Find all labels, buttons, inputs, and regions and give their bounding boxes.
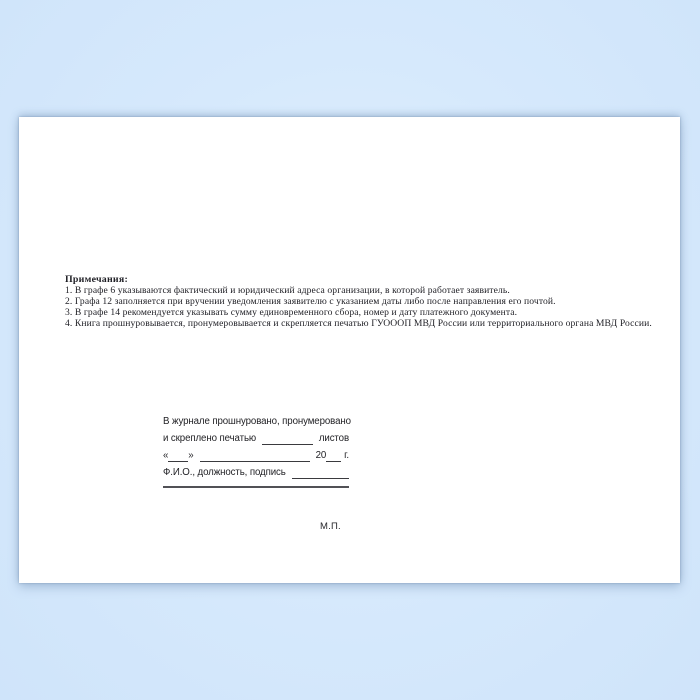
cert-signature-label: Ф.И.О., должность, подпись <box>163 467 286 478</box>
cert-line-sealed <box>163 428 349 445</box>
note-line-4: 4. Книга прошнуровывается, пронумеровывается и скрепляется печатью ГУОООП МВД России или территориального органа МВД России. <box>65 318 652 329</box>
blank-sheet-count-field <box>262 433 313 445</box>
year-suffix: г. <box>344 450 349 461</box>
signature-rule-line <box>163 479 349 488</box>
quote-close-mark: » <box>188 450 194 461</box>
blank-day-field <box>168 450 188 462</box>
blank-signature-field <box>292 467 349 479</box>
cert-line-signature <box>163 462 349 479</box>
blank-month-field <box>200 450 310 462</box>
note-line-1: 1. В графе 6 указываются фактический и юридический адреса организации, в которой работает заявитель. <box>65 285 510 296</box>
quote-open-mark: « <box>163 450 169 461</box>
note-line-2: 2. Графа 12 заполняется при вручении уведомления заявителю с указанием даты либо после направления его почтой. <box>65 296 556 307</box>
document-page <box>19 117 680 583</box>
note-line-3: 3. В графе 14 рекомендуется указывать сумму единовременного сбора, номер и дату платежного документа. <box>65 307 518 318</box>
cert-line-stitched <box>163 411 349 428</box>
blank-year-field <box>326 450 341 462</box>
notes-section <box>65 274 665 329</box>
cert-sealed-label: и скреплено печатью <box>163 433 257 444</box>
certification-block <box>163 411 349 488</box>
cert-sheets-label: листов <box>318 433 349 444</box>
notes-heading: Примечания: <box>65 274 128 285</box>
cert-line-stitched-text: В журнале прошнуровано, пронумеровано <box>163 416 351 427</box>
seal-placeholder: М.П. <box>320 521 341 532</box>
cert-line-date <box>163 445 349 462</box>
year-prefix: 20 <box>315 450 327 461</box>
